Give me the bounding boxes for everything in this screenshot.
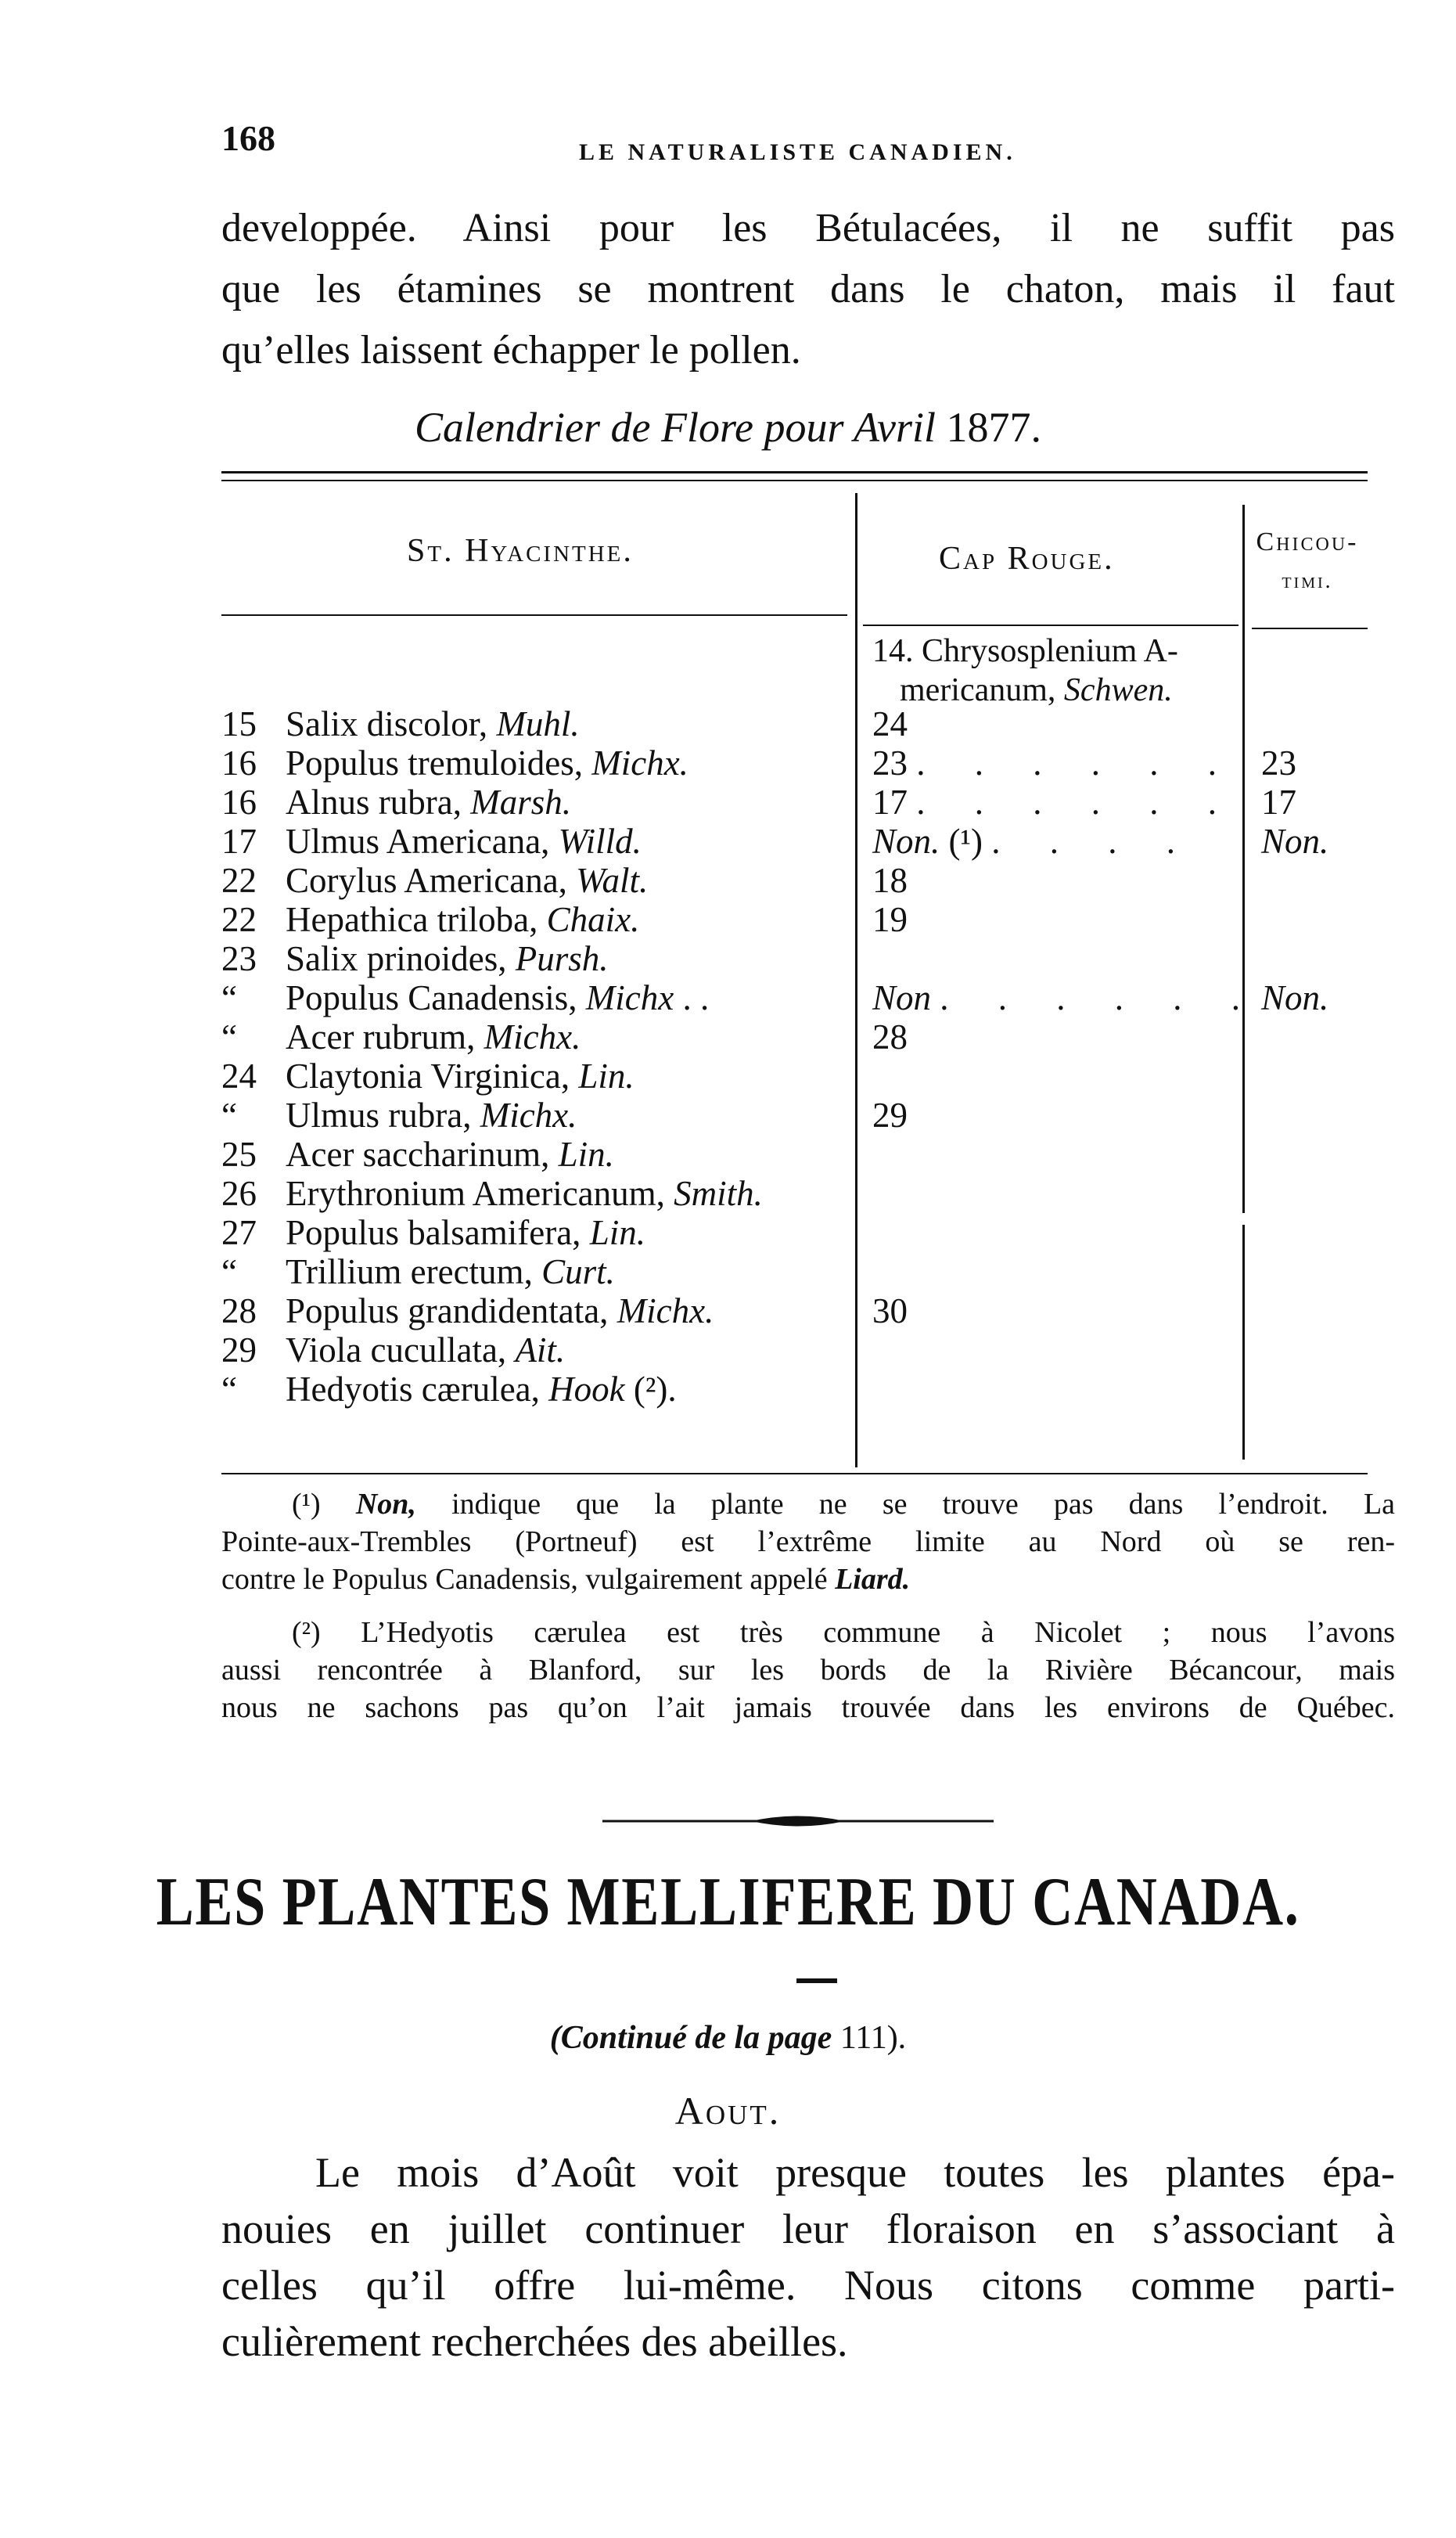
column-divider [855, 493, 857, 1467]
cap-rouge-cell: 18 [872, 861, 908, 900]
intro-line: qu’elles laissent échapper le pollen. [221, 328, 801, 373]
row-plant: Acer saccharinum, [286, 1135, 550, 1174]
table-row [221, 939, 609, 978]
chicoutimi-cell: Non. [1261, 978, 1329, 1017]
table-row [221, 1174, 763, 1213]
row-author: Marsh. [470, 783, 571, 822]
section-title: LES PLANTES MELLIFERE DU CANADA. [156, 1864, 1300, 1940]
footnote-2 [221, 1614, 1395, 1726]
row-plant: Hedyotis cærulea, [286, 1370, 540, 1409]
row-plant: Hepathica triloba, [286, 900, 538, 939]
leader-dots: . . . . [991, 822, 1195, 861]
header-rule [1252, 628, 1368, 629]
chicoutimi-cell: Non. [1261, 822, 1329, 861]
cap-rouge-extra-line2 [900, 671, 1173, 710]
table-top-rule-2 [221, 480, 1368, 481]
page-number: 168 [221, 118, 275, 158]
table-row [221, 1057, 635, 1096]
row-tail: . . [682, 978, 710, 1017]
footnote-line: nous ne sachons pas qu’on l’ait jamais trouvée dans les environs de Québec. [221, 1691, 1395, 1724]
table-row [221, 1096, 577, 1135]
row-date: 29 [221, 1330, 257, 1370]
row-date: 25 [221, 1135, 257, 1174]
table-bottom-rule [221, 1473, 1368, 1474]
cap-rouge-cell [872, 822, 1195, 861]
header-rule [863, 625, 1238, 626]
calendar-title-text: Calendrier de Flore pour Avril [415, 404, 936, 451]
header-rule [221, 614, 847, 616]
row-author: Lin. [578, 1057, 635, 1096]
row-plant: Populus Canadensis, [286, 978, 577, 1017]
row-date: 26 [221, 1174, 257, 1213]
row-date: 23 [221, 939, 257, 978]
row-plant: Populus grandidentata, [286, 1291, 609, 1330]
intro-paragraph [221, 198, 1395, 381]
continued-note [0, 2019, 1456, 2057]
row-date: 24 [221, 1057, 257, 1096]
row-author: Ait. [515, 1330, 566, 1370]
running-head: LE NATURALISTE CANADIEN. [579, 139, 1016, 165]
cap-rouge-cell: 24 [872, 704, 908, 743]
ornament-divider [595, 1809, 1001, 1833]
cap-rouge-extra-author: Schwen. [1063, 672, 1173, 708]
row-author: Smith. [674, 1174, 763, 1213]
row-author: Muhl. [496, 704, 580, 743]
table-row [221, 1213, 645, 1252]
table-row [221, 743, 688, 783]
cap-rouge-cell: 30 [872, 1291, 908, 1330]
footnote-line: (²) L’Hedyotis cærulea est très commune à Nicolet ; nous l’avons [292, 1616, 1395, 1649]
cap-rouge-cell: 29 [872, 1096, 908, 1135]
body-line: Le mois d’Août voit presque toutes les plantes épa- [315, 2149, 1395, 2196]
row-plant: Corylus Americana, [286, 861, 567, 900]
row-author: Hook [548, 1370, 625, 1409]
body-line: nouies en juillet continuer leur floraison en s’associant à [221, 2205, 1395, 2252]
leader-dots: . . . . . . [916, 783, 1237, 822]
row-author: Curt. [541, 1252, 615, 1291]
row-plant: Salix prinoides, [286, 939, 507, 978]
body-line: celles qu’il offre lui-même. Nous citons comme parti- [221, 2262, 1395, 2309]
subheading-aout: Aout. [674, 2089, 782, 2133]
body-line: culièrement recherchées des abeilles. [221, 2318, 848, 2365]
table-row [221, 783, 571, 822]
footnote-line: aussi rencontrée à Blanford, sur les bords de la Rivière Bécancour, mais [221, 1654, 1395, 1687]
row-plant: Claytonia Virginica, [286, 1057, 570, 1096]
table-row [221, 1135, 614, 1174]
footnote-marker: (¹) [292, 1488, 321, 1521]
row-plant: Populus tremuloides, [286, 743, 583, 783]
row-date: 28 [221, 1291, 257, 1330]
cap-rouge-value: 17 [872, 783, 908, 822]
table-top-rule [221, 471, 1368, 473]
continued-label: (Continué de la page [549, 2020, 832, 2056]
row-date: “ [221, 978, 237, 1017]
row-author: Michx. [484, 1017, 581, 1057]
continued-page: 111). [839, 2020, 907, 2056]
column-divider [1242, 505, 1245, 1213]
row-author: Pursh. [515, 939, 609, 978]
row-plant: Viola cucullata, [286, 1330, 507, 1370]
cap-rouge-value: Non. [872, 822, 940, 861]
row-date: 16 [221, 783, 257, 822]
leader-dots: . . . . . . [916, 743, 1237, 783]
row-author: Michx. [591, 743, 688, 783]
row-tail: (²). [633, 1370, 677, 1409]
row-plant: Ulmus rubra, [286, 1096, 472, 1135]
row-date: “ [221, 1252, 237, 1291]
cap-rouge-cell [872, 978, 1260, 1017]
calendar-title [0, 403, 1456, 452]
cap-rouge-cell [872, 743, 1237, 783]
row-plant: Salix discolor, [286, 704, 488, 743]
footnote-keyword: Liard. [835, 1563, 911, 1596]
cap-rouge-cell: 28 [872, 1017, 908, 1057]
footnote-keyword: Non, [355, 1488, 416, 1521]
footnote-text: contre le Populus Canadensis, vulgairement appelé [221, 1563, 828, 1596]
footnote-line: Pointe-aux-Trembles (Portneuf) est l’extrême limite au Nord où se ren- [221, 1525, 1395, 1558]
row-date: “ [221, 1096, 237, 1135]
row-author: Michx. [480, 1096, 577, 1135]
footnote-text: indique que la plante ne se trouve pas dans l’endroit. La [451, 1488, 1396, 1521]
row-author: Michx [585, 978, 674, 1017]
row-date: 22 [221, 900, 257, 939]
calendar-title-year: 1877. [946, 404, 1041, 451]
row-plant: Ulmus Americana, [286, 822, 550, 861]
table-row [221, 822, 642, 861]
row-date: “ [221, 1370, 237, 1409]
cap-rouge-value: 23 [872, 743, 908, 783]
table-row [221, 1017, 581, 1057]
row-plant: Erythronium Americanum, [286, 1174, 665, 1213]
row-plant: Alnus rubra, [286, 783, 462, 822]
column-header-st-hyacinthe: St. Hyacinthe. [407, 533, 634, 569]
row-date: 22 [221, 861, 257, 900]
column-header-chicoutimi-line2: timi. [1282, 569, 1333, 593]
cap-rouge-extra-name: mericanum, [900, 672, 1056, 708]
cap-rouge-value: Non [872, 978, 932, 1017]
row-date: “ [221, 1017, 237, 1057]
row-author: Chaix. [546, 900, 640, 939]
cap-rouge-cell [872, 783, 1237, 822]
table-row [221, 1252, 615, 1291]
chicoutimi-cell: 17 [1261, 783, 1296, 822]
footnote-ref: (¹) [948, 822, 983, 861]
table-row [221, 900, 639, 939]
intro-line: developpée. Ainsi pour les Bétulacées, il ne suffit pas [221, 206, 1395, 250]
row-date: 16 [221, 743, 257, 783]
row-plant: Acer rubrum, [286, 1017, 476, 1057]
leader-dots: . . . . . . [940, 978, 1261, 1017]
intro-line: que les étamines se montrent dans le chaton, mais il faut [221, 267, 1395, 311]
row-author: Michx. [617, 1291, 714, 1330]
aout-paragraph [221, 2144, 1395, 2370]
row-date: 15 [221, 704, 257, 743]
row-author: Lin. [589, 1213, 645, 1252]
row-author: Willd. [558, 822, 642, 861]
row-plant: Populus balsamifera, [286, 1213, 581, 1252]
row-plant: Trillium erectum, [286, 1252, 533, 1291]
table-row [221, 704, 580, 743]
column-divider [1242, 1225, 1245, 1460]
table-row [221, 978, 709, 1017]
table-row [221, 1370, 677, 1409]
column-header-chicoutimi-line1: Chicou- [1256, 527, 1359, 556]
column-header-chicoutimi [1249, 523, 1366, 601]
cap-rouge-extra-line1: 14. Chrysosplenium A- [872, 633, 1178, 669]
footnote-line [221, 1485, 1395, 1523]
row-date: 17 [221, 822, 257, 861]
column-header-cap-rouge: Cap Rouge. [939, 541, 1115, 577]
table-row [221, 861, 648, 900]
row-date: 27 [221, 1213, 257, 1252]
row-author: Walt. [576, 861, 649, 900]
table-row [221, 1330, 565, 1370]
table-row [221, 1291, 714, 1330]
footnote-line [221, 1561, 1395, 1598]
cap-rouge-cell: 19 [872, 900, 908, 939]
chicoutimi-cell: 23 [1261, 743, 1296, 783]
row-author: Lin. [558, 1135, 614, 1174]
short-rule [796, 1978, 837, 1983]
footnote-1 [221, 1485, 1395, 1598]
